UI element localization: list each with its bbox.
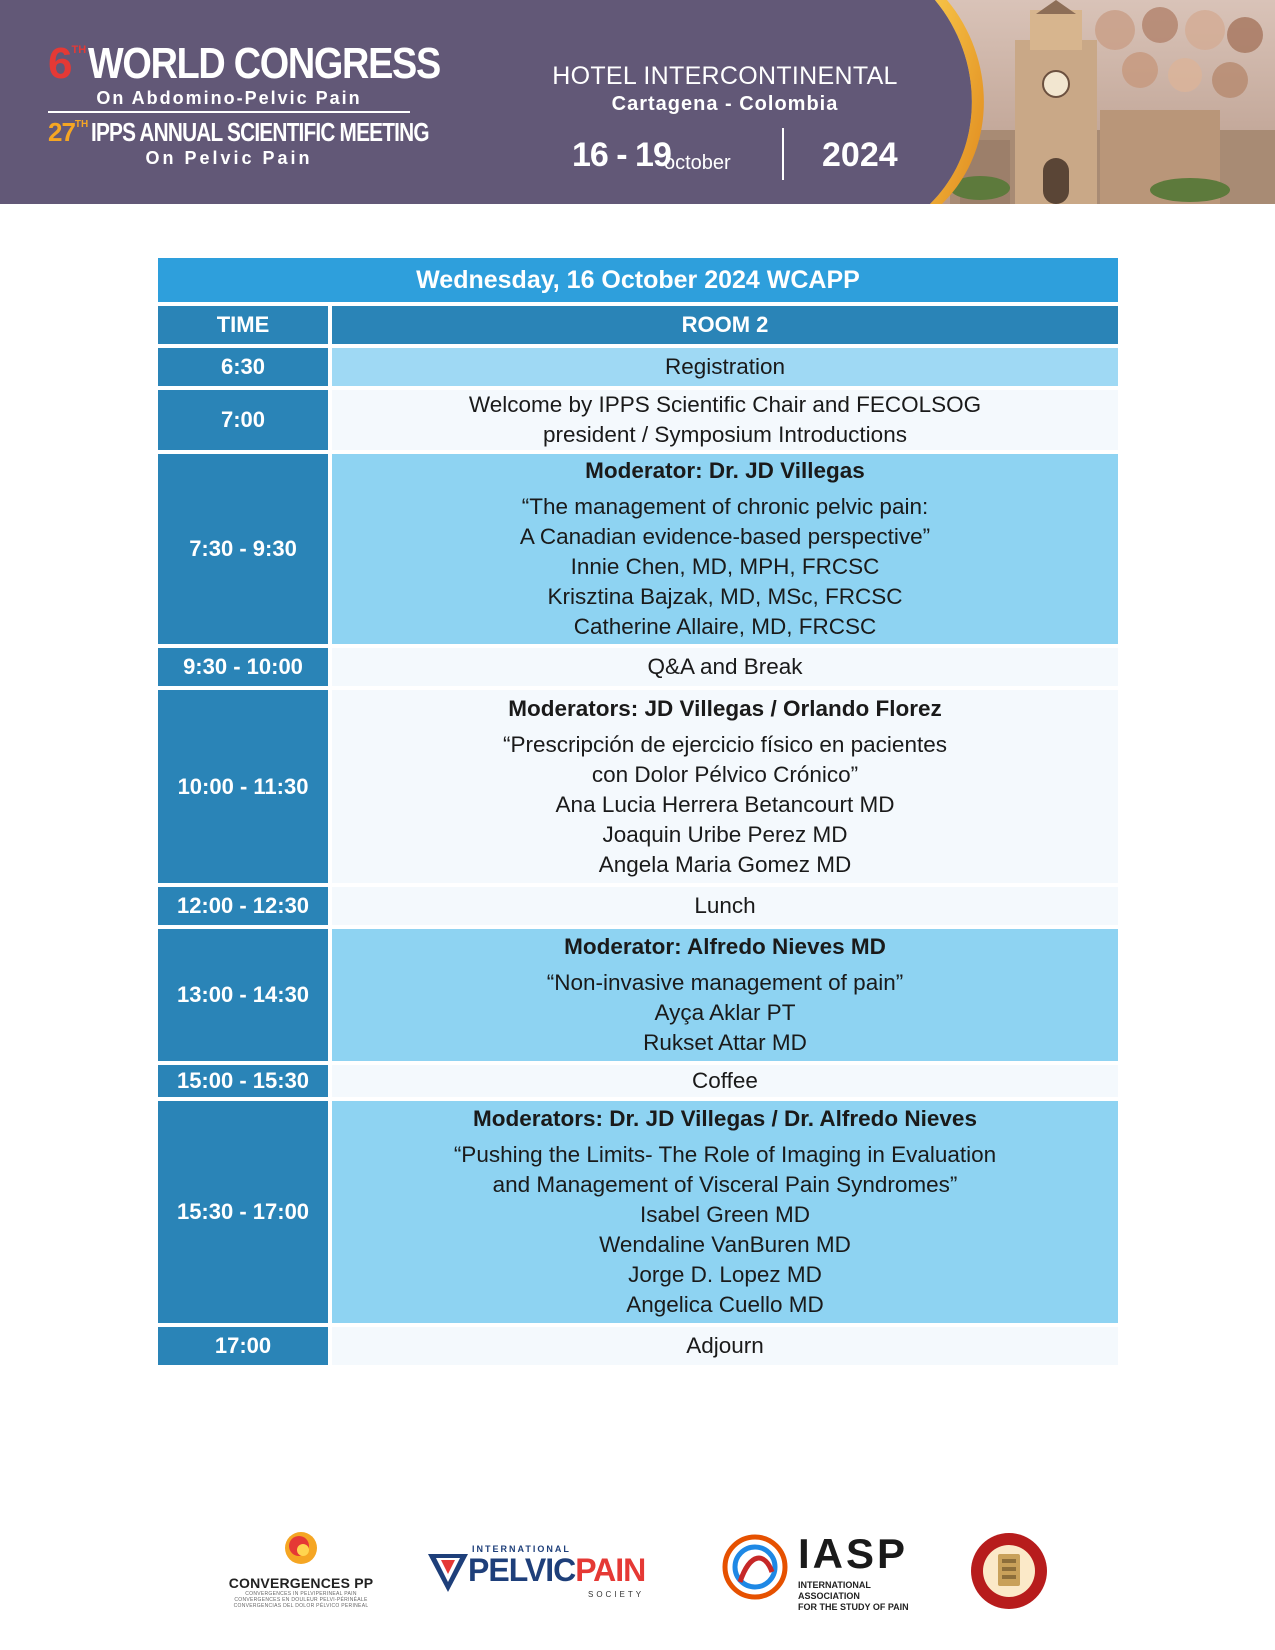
row-time: 13:00 - 14:30 [158, 929, 328, 1061]
row-text: con Dolor Pélvico Crónico” [591, 761, 859, 787]
ipps-pain-label: PAIN [575, 1552, 646, 1588]
row-text: and Management of Visceral Pain Syndromes” [492, 1172, 958, 1197]
row-time: 12:00 - 12:30 [158, 887, 328, 925]
row-time: 10:00 - 11:30 [158, 690, 328, 883]
ipps-international-label: INTERNATIONAL [472, 1544, 571, 1554]
row-text: Adjourn [686, 1333, 764, 1358]
convergences-pp-logo [226, 1528, 376, 1614]
congress-title: WORLD CONGRESS [88, 39, 441, 88]
row-text: Innie Chen, MD, MPH, FRCSC [570, 554, 880, 579]
ipps-pelvic-label: PELVIC [468, 1552, 576, 1588]
schedule-title: Wednesday, 16 October 2024 WCAPP [158, 258, 1118, 302]
date-month: october [664, 152, 731, 174]
convergences-tagline: CONVERGENCIAS DEL DOLOR PÉLVICO PERINEAL [233, 1603, 369, 1609]
meeting-number: 27 [48, 117, 75, 147]
date-divider [782, 128, 784, 180]
row-text: Angelica Cuello MD [626, 1292, 824, 1317]
venue-city: Cartagena - Colombia [611, 93, 839, 115]
convergences-name: CONVERGENCES PP [228, 1575, 374, 1591]
header-banner [0, 0, 1275, 204]
row-content [332, 929, 1118, 1061]
event-dates [572, 128, 912, 180]
row-text: Coffee [692, 1068, 758, 1093]
row-content [332, 1101, 1118, 1323]
row-time: 7:30 - 9:30 [158, 454, 328, 644]
table-row [158, 454, 1118, 644]
row-text: “Prescripción de ejercicio físico en pacientes [503, 731, 947, 757]
row-time: 15:00 - 15:30 [158, 1065, 328, 1097]
row-content [332, 887, 1118, 925]
table-row [158, 1327, 1118, 1365]
row-text: Krisztina Bajzak, MD, MSc, FRCSC [547, 584, 903, 609]
venue-block [540, 62, 910, 116]
row-text: Lunch [694, 893, 756, 918]
row-moderator: Moderator: Dr. JD Villegas [585, 458, 865, 483]
row-time: 9:30 - 10:00 [158, 648, 328, 686]
date-range: 16 - 19 [572, 136, 671, 174]
iasp-full-name-line: FOR THE STUDY OF PAIN [798, 1602, 909, 1612]
row-moderator: Moderator: Alfredo Nieves MD [564, 934, 886, 959]
congress-number-suffix: TH [71, 44, 87, 56]
row-text: “Non-invasive management of pain” [546, 970, 904, 995]
row-text: president / Symposium Introductions [543, 422, 907, 447]
time-column-header: TIME [158, 306, 328, 344]
congress-brand [48, 39, 441, 169]
table-row [158, 390, 1118, 450]
congress-subtitle: On Abdomino-Pelvic Pain [48, 88, 410, 113]
row-text: A Canadian evidence-based perspective” [519, 524, 931, 549]
row-moderator: Moderators: Dr. JD Villegas / Dr. Alfredo Nieves [473, 1106, 977, 1131]
table-row [158, 348, 1118, 386]
row-content [332, 1065, 1118, 1097]
row-content [332, 648, 1118, 686]
row-text: Wendaline VanBuren MD [599, 1232, 851, 1257]
row-content [332, 454, 1118, 644]
table-row [158, 929, 1118, 1061]
row-time: 6:30 [158, 348, 328, 386]
ipps-society-label: SOCIETY [588, 1590, 645, 1599]
row-text: Catherine Allaire, MD, FRCSC [573, 614, 877, 639]
row-text: “The management of chronic pelvic pain: [521, 494, 929, 519]
row-time: 15:30 - 17:00 [158, 1101, 328, 1323]
convergences-tagline: CONVERGENCES IN PELVIPERINEAL PAIN [245, 1591, 357, 1597]
row-time: 7:00 [158, 390, 328, 450]
venue-name: HOTEL INTERCONTINENTAL [552, 62, 898, 90]
row-moderator: Moderators: JD Villegas / Orlando Florez [508, 695, 942, 721]
fecolsog-seal-icon [970, 1532, 1048, 1610]
iasp-name: IASP [798, 1530, 909, 1577]
row-text: Isabel Green MD [639, 1202, 811, 1227]
table-row [158, 1101, 1118, 1323]
iasp-full-name [798, 1580, 930, 1613]
iasp-full-name-line: INTERNATIONAL ASSOCIATION [798, 1580, 871, 1601]
congress-number: 6 [48, 39, 72, 88]
convergences-emblem-icon [276, 1528, 326, 1568]
row-text: “Pushing the Limits- The Role of Imaging in Evaluation [453, 1142, 997, 1167]
row-time: 17:00 [158, 1327, 328, 1365]
meeting-title: IPPS ANNUAL SCIENTIFIC MEETING [91, 117, 429, 147]
table-row [158, 887, 1118, 925]
schedule-table [158, 258, 1118, 1365]
iasp-logo [720, 1530, 930, 1610]
row-text: Angela Maria Gomez MD [598, 851, 852, 877]
ipps-name [468, 1552, 645, 1589]
row-content [332, 690, 1118, 883]
table-row [158, 648, 1118, 686]
date-year: 2024 [822, 136, 898, 174]
row-text: Q&A and Break [647, 654, 803, 679]
meeting-number-suffix: TH [74, 119, 89, 130]
sponsor-logos [0, 1520, 1275, 1620]
table-row [158, 690, 1118, 883]
row-content [332, 1327, 1118, 1365]
row-text: Joaquin Uribe Perez MD [602, 821, 848, 847]
iasp-emblem-icon [720, 1532, 790, 1602]
room-column-header: ROOM 2 [332, 306, 1118, 344]
table-header-row [158, 306, 1118, 344]
international-pelvic-pain-society-logo [428, 1544, 648, 1604]
row-text: Ayça Aklar PT [654, 1000, 796, 1025]
row-text: Ana Lucia Herrera Betancourt MD [555, 791, 895, 817]
ipps-triangle-icon [428, 1552, 468, 1596]
row-content [332, 390, 1118, 450]
congress-title-line [48, 39, 441, 88]
table-row [158, 1065, 1118, 1097]
row-text: Rukset Attar MD [643, 1030, 807, 1055]
meeting-subtitle: On Pelvic Pain [145, 148, 313, 168]
fecolsog-seal [970, 1532, 1048, 1610]
row-text: Registration [664, 354, 786, 379]
convergences-tagline: CONVERGENCES EN DOULEUR PELVI-PÉRINÉALE [234, 1597, 368, 1603]
row-text: Jorge D. Lopez MD [628, 1262, 822, 1287]
row-content [332, 348, 1118, 386]
meeting-title-line [48, 119, 428, 145]
row-text: Welcome by IPPS Scientific Chair and FECOLSOG [468, 392, 982, 417]
